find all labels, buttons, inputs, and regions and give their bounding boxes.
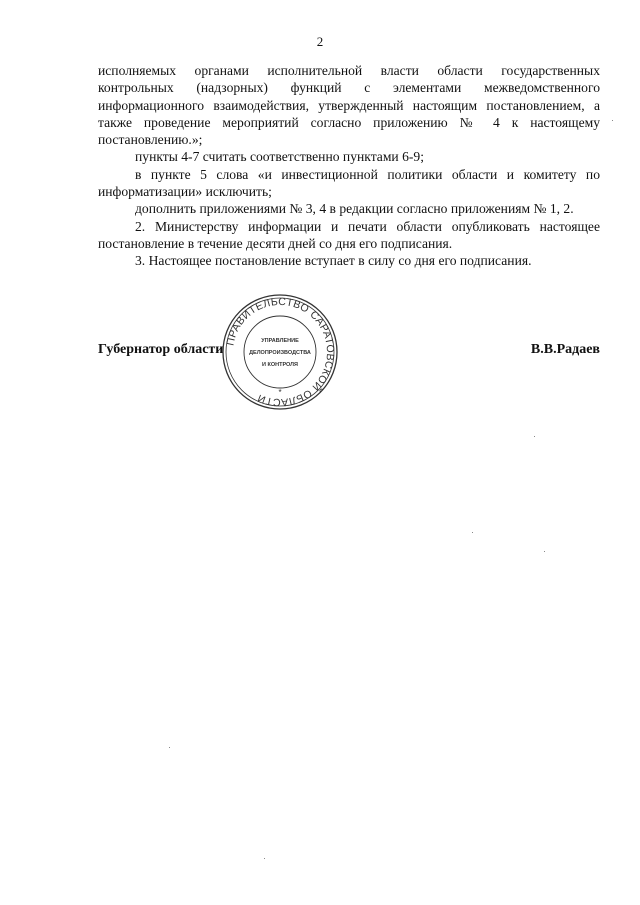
scan-speck [544, 551, 545, 552]
paragraph-5: 2. Министерству информации и печати области опубликовать настоящее постановление в течение десяти дней со дня его подписания. [98, 218, 600, 251]
scan-speck [472, 532, 473, 533]
scan-speck [264, 858, 265, 859]
signer-title: Губернатор области [98, 342, 224, 357]
official-seal-stamp [220, 292, 340, 412]
svg-text:*: * [278, 388, 282, 397]
paragraph-2: пункты 4-7 считать соответственно пунктами 6-9; [135, 149, 425, 165]
svg-text:ДЕЛОПРОИЗВОДСТВА: ДЕЛОПРОИЗВОДСТВА [249, 350, 311, 356]
svg-text:УПРАВЛЕНИЕ: УПРАВЛЕНИЕ [261, 338, 299, 344]
scan-speck [534, 436, 535, 437]
paragraph-4: дополнить приложениями № 3, 4 в редакции согласно приложениям № 1, 2. [135, 201, 574, 217]
document-body [98, 62, 600, 270]
page-number: 2 [316, 34, 324, 49]
signature-block [98, 342, 600, 362]
scan-speck [169, 747, 170, 748]
scan-speck [612, 120, 613, 121]
svg-text:ПРАВИТЕЛЬСТВО САРАТОВСКОЙ ОБЛА: ПРАВИТЕЛЬСТВО САРАТОВСКОЙ ОБЛАСТИ [224, 295, 337, 409]
paragraph-1: исполняемых органами исполнительной власти области государственных контрольных (надзорных) функций с элементами межведомственного информационного взаимодействия, утвержденный настоящим постановлением, а также проведение мероприятий согласно приложению № 4 к настоящему постановлению.»; [98, 63, 600, 148]
paragraph-3: в пункте 5 слова «и инвестиционной политики области и комитету по информатизации» исключить; [98, 166, 600, 200]
signer-name: В.В.Радаев [530, 342, 600, 357]
paragraph-6: 3. Настоящее постановление вступает в силу со дня его подписания. [135, 253, 532, 269]
svg-text:И КОНТРОЛЯ: И КОНТРОЛЯ [262, 362, 298, 368]
